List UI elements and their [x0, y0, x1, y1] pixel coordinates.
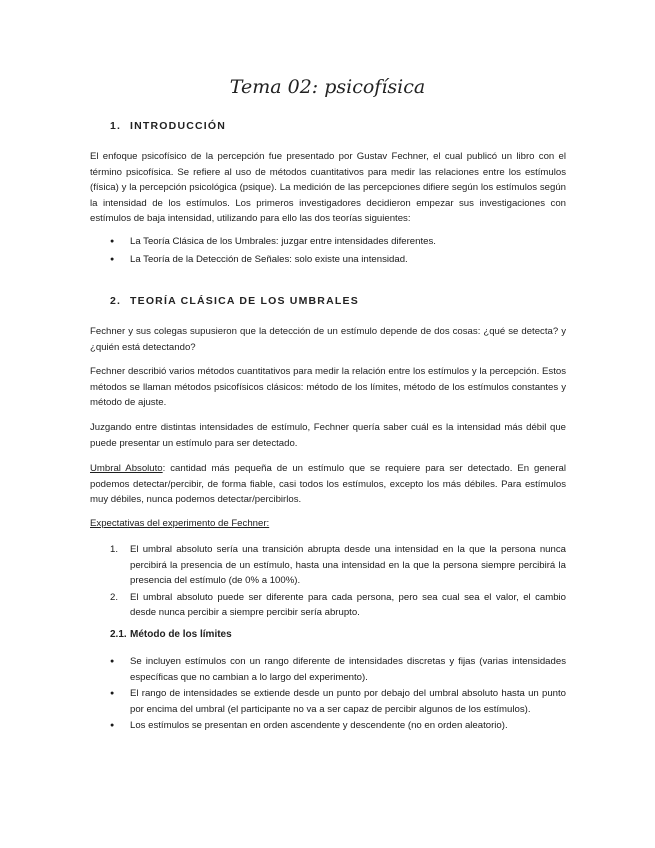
subsection-number: 2.1. — [110, 629, 127, 640]
expectations-list — [110, 542, 566, 621]
absolute-threshold-label: Umbral Absoluto — [90, 463, 163, 474]
list-item — [110, 542, 566, 589]
list-item-number: 1. — [110, 544, 119, 555]
intro-paragraph: El enfoque psicofísico de la percepción fue presentado por Gustav Fechner, el cual publicó un libro con el término psicofísica. Se refiere al uso de métodos cuantitativos para medir las relaciones entre los estímulos (física) y la percepción psicológica (psique). La medición de las percepciones difiere según los estímulos según la intensidad de los estímulos. Los primeros investigadores decidieron empezar sus investigaciones con estímulos de baja intensidad, utilizando para ello las dos teorías siguientes: — [90, 151, 566, 224]
section-2-paragraph-3: Juzgando entre distintas intensidades de estímulo, Fechner quería saber cuál es la intensidad más débil que puede presentar un estímulo para ser detectado. — [90, 422, 566, 449]
list-item: ● El rango de intensidades se extiende desde un punto por debajo del umbral absoluto hasta un punto por encima del umbral (el participante no va a ser capaz de percibir algunos de los estímulos). — [110, 686, 566, 717]
list-item: ● La Teoría de la Detección de Señales: solo existe una intensidad. — [110, 252, 566, 268]
section-2-paragraph-2: Fechner describió varios métodos cuantitativos para medir la relación entre los estímulos y la percepción. Estos métodos se llaman métodos psicofísicos clásicos: método de los límites, método de los estímulos constantes y método de ajuste. — [90, 366, 566, 408]
absolute-threshold-paragraph — [90, 461, 566, 508]
list-item-text: El umbral absoluto puede ser diferente para cada persona, pero sea cual sea el valor, el cambio desde nunca percibir a siempre percibir sería abrupto. — [130, 591, 566, 618]
section-2-heading — [110, 295, 359, 307]
section-2-title: TEORÍA CLÁSICA DE LOS UMBRALES — [130, 295, 359, 307]
subsection-2-1-heading — [110, 629, 232, 640]
page-title: Tema 02: psicofísica — [229, 76, 426, 98]
section-1-number: 1. — [110, 120, 122, 132]
section-1-title: INTRODUCCIÓN — [130, 120, 227, 132]
list-item-text: El umbral absoluto sería una transición abrupta desde una intensidad en la que la persona nunca percibirá la presencia de un estímulo, hasta una intensidad en la que la persona siempre percibirá la presencia del estímulo (de 0% a 100%). — [130, 544, 566, 586]
absolute-threshold-text: : cantidad más pequeña de un estímulo que se requiere para ser detectado. En general podemos detectar/percibir, de forma fiable, casi todos los estímulos, excepto los más débiles. Para estímulos muy débiles, nunca podemos detectar/percibirlos. — [90, 463, 566, 505]
limits-method-list — [110, 654, 566, 734]
section-2-paragraph-1: Fechner y sus colegas supusieron que la detección de un estímulo depende de dos cosas: ¿qué se detecta? y ¿quién está detectando? — [90, 326, 566, 353]
theories-list — [110, 234, 566, 267]
subsection-title: Método de los límites — [130, 629, 232, 640]
list-item: ● Se incluyen estímulos con un rango diferente de intensidades discretas y fijas (varias intensidades específicas que no cambian a lo largo del experimento). — [110, 654, 566, 685]
expectations-label: Expectativas del experimento de Fechner: — [90, 518, 270, 529]
section-2-number: 2. — [110, 295, 122, 307]
section-1-heading — [110, 120, 226, 132]
list-item — [110, 590, 566, 621]
list-item: ● La Teoría Clásica de los Umbrales: juzgar entre intensidades diferentes. — [110, 234, 566, 250]
list-item-number: 2. — [110, 591, 119, 603]
list-item: ● Los estímulos se presentan en orden ascendente y descendente (no en orden aleatorio). — [110, 718, 566, 734]
